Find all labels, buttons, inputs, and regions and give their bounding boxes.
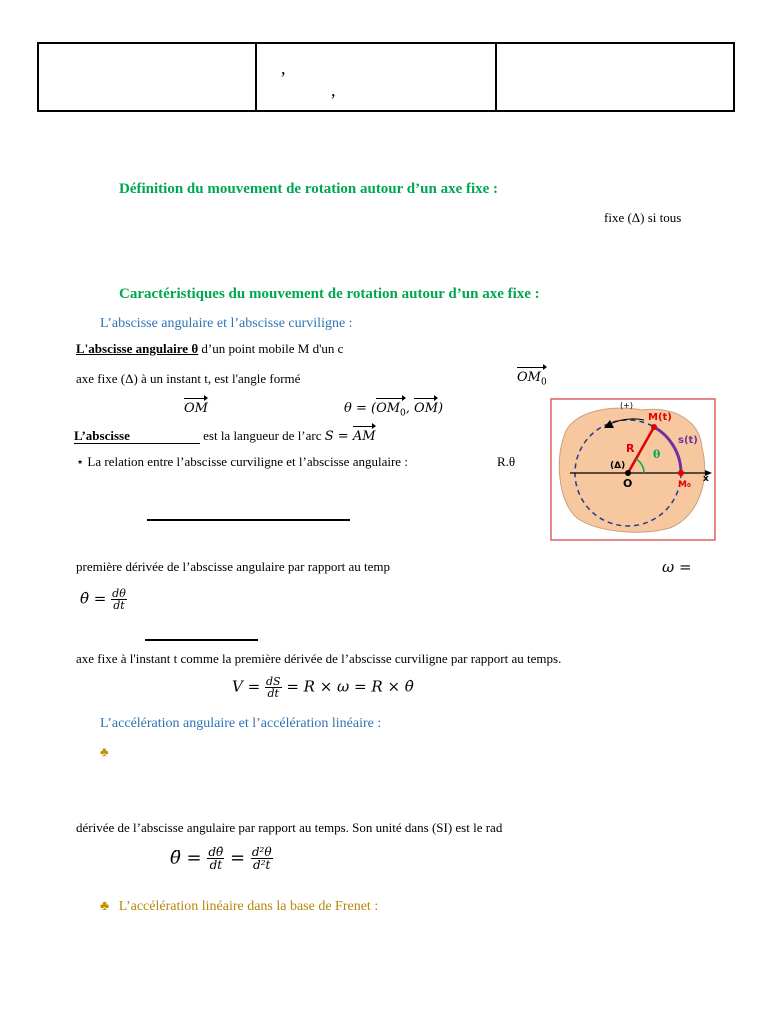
- header-cell-2: [256, 43, 496, 111]
- label-x: x: [703, 474, 709, 484]
- paragraph-angular-velocity: première dérivée de l’abscisse angulaire par rapport au temp: [76, 559, 391, 574]
- text-curvilinear-rest: est la langueur de l’arc: [203, 428, 322, 443]
- vector-OM0: $OM_0$: [517, 370, 547, 388]
- term-angular-abscissa: L'abscisse angulaire θ: [76, 341, 199, 356]
- section-title-definition: Définition du mouvement de rotation autour d’un axe fixe :: [119, 181, 499, 197]
- relation-text: La relation entre l’abscisse curviligne et l’abscisse angulaire :: [87, 454, 408, 469]
- underline-blank-2: [145, 639, 258, 641]
- term-curvilinear-abscissa: L’abscisse: [74, 428, 200, 444]
- point-M0: [678, 470, 684, 476]
- relation-equation: R.θ: [497, 454, 516, 469]
- paragraph-linear-velocity: axe fixe à l'instant t comme la première dérivée de l’abscisse curviligne par rapport au temps.: [76, 651, 562, 666]
- paragraph-angle-formed: axe fixe (Δ) à un instant t, est l'angle formé: [76, 371, 301, 386]
- club-icon: ♣: [100, 899, 110, 914]
- point-M: [651, 424, 657, 430]
- rigid-body-blob: [559, 408, 704, 532]
- underline-blank-1: [147, 519, 350, 521]
- vector-OM: OM: [184, 401, 208, 416]
- header-mark-1: ,: [281, 58, 286, 78]
- star-marker: ⋆: [76, 454, 85, 469]
- text-angular-abscissa-rest: d’un point mobile M d'un c: [201, 341, 344, 356]
- label-O: O: [623, 477, 633, 490]
- frenet-text: L’accélération linéaire dans la base de Frenet :: [118, 899, 379, 914]
- paragraph-curvilinear-abscissa: [74, 428, 376, 444]
- header-mark-2: ,: [331, 80, 336, 100]
- relation-line: [76, 454, 408, 470]
- equation-theta-dot: θ̇ = $\frac{d\theta}{dt}$: [80, 587, 126, 612]
- label-plus: (+): [620, 401, 633, 410]
- header-table: [37, 42, 735, 112]
- club-bullet-icon: ♣: [100, 744, 109, 759]
- label-Mt: M(t): [648, 412, 672, 423]
- equation-theta: $\theta = (OM_0$, OM): [344, 401, 444, 419]
- label-delta: (Δ): [610, 461, 626, 471]
- label-R: R: [626, 442, 635, 455]
- rotation-figure: [550, 398, 716, 541]
- origin-point: [625, 470, 631, 476]
- section-title-characteristics: Caractéristiques du mouvement de rotation autour d’un axe fixe :: [119, 286, 540, 302]
- label-M0: M₀: [678, 480, 691, 490]
- paragraph-angular-abscissa: [76, 341, 343, 357]
- equation-velocity: V = $\frac{dS}{dt}$ = R × ω = R × θ̇: [232, 675, 414, 700]
- equation-arc: S = AM: [324, 429, 376, 444]
- subtitle-abscisses: L’abscisse angulaire et l’abscisse curviligne :: [100, 316, 353, 331]
- rotation-diagram: [550, 398, 716, 541]
- label-theta: θ: [653, 448, 661, 461]
- subtitle-accelerations: L’accélération angulaire et l’accélération linéaire :: [100, 716, 382, 731]
- equation-omega: ω =: [662, 558, 692, 576]
- paragraph-angular-acceleration: dérivée de l’abscisse angulaire par rapport au temps. Son unité dans (SI) est le rad: [76, 820, 503, 835]
- subtitle-frenet: [100, 899, 378, 915]
- header-cell-3: [496, 43, 734, 111]
- label-st: s(t): [678, 435, 698, 446]
- equation-angular-acceleration: θ̈ = $\frac{d\thetȧ}{dt}$ = $\frac{\text{d²θ}}{\text{d²t}}$: [170, 845, 272, 872]
- header-cell-1: [38, 43, 256, 111]
- definition-fragment: fixe (Δ) si tous: [604, 210, 682, 225]
